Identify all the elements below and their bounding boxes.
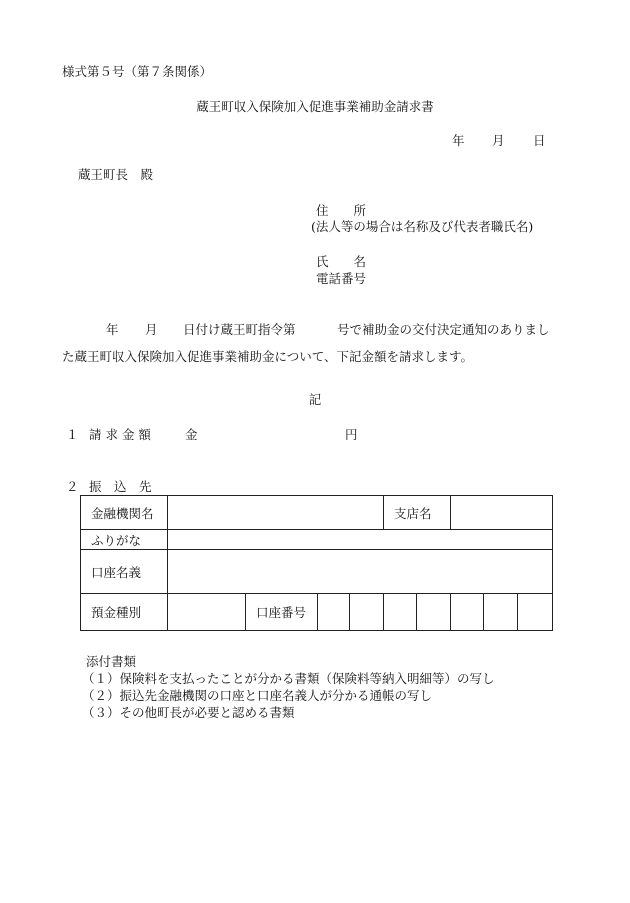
item1-number: １ [66,427,79,442]
attachments [82,653,495,721]
account-digit-6[interactable] [484,594,518,631]
form-number: 様式第５号（第７条関係） [62,64,213,79]
date-month: 月 [492,133,505,148]
account-digit-3[interactable] [384,594,417,631]
attachment-item-1: （１）保険料を支払ったことが分かる書類（保険料等納入明細等）の写し [82,671,495,686]
attachment-item-2: （２）振込先金融機関の口座と口座名義人が分かる通帳の写し [82,688,433,703]
account-name-label: 口座名義 [81,550,168,594]
furigana-field[interactable] [168,530,553,550]
addressee: 蔵王町長 殿 [78,167,154,182]
deposit-type-field[interactable] [168,594,246,631]
account-digit-4[interactable] [417,594,451,631]
attachments-heading: 添付書類 [86,654,137,669]
body-month: 月 [145,322,158,337]
name-label: 氏 名 [316,254,367,269]
body-date-text: 日付け蔵王町指令第 [183,322,296,337]
attachment-item-3: （３）その他町長が必要と認める書類 [82,705,295,720]
phone-label: 電話番号 [316,271,367,286]
branch-field[interactable] [451,496,553,530]
item1-yen: 円 [345,427,358,442]
body-line2: た蔵王町収入保険加入促進事業補助金について、下記金額を請求します。 [62,349,474,364]
branch-label: 支店名 [384,496,451,530]
address-note: (法人等の場合は名称及び代表者職氏名) [311,219,534,234]
account-digit-2[interactable] [350,594,384,631]
item1-label: 請 求 金 額 [89,427,151,442]
address-label: 住 所 [316,203,367,218]
furigana-label: ふりがな [81,530,168,550]
item1-kin: 金 [185,427,198,442]
deposit-type-label: 預金種別 [81,594,168,631]
account-number-label: 口座番号 [246,594,318,631]
ki-label: 記 [308,392,322,407]
form-title: 蔵王町収入保険加入促進事業補助金請求書 [196,99,434,114]
date-day: 日 [533,133,546,148]
institution-label: 金融機関名 [81,496,168,530]
institution-field[interactable] [168,496,384,530]
account-digit-7[interactable] [518,594,553,631]
body-year: 年 [106,322,119,337]
account-name-field[interactable] [168,550,553,594]
date-year: 年 [452,133,465,148]
bank-account-table [80,495,553,631]
item2-label: 振 込 先 [89,479,152,494]
body-number-text: 号で補助金の交付決定通知のありまし [337,322,550,337]
item2-number: ２ [66,479,79,494]
account-digit-1[interactable] [318,594,350,631]
account-digit-5[interactable] [451,594,484,631]
